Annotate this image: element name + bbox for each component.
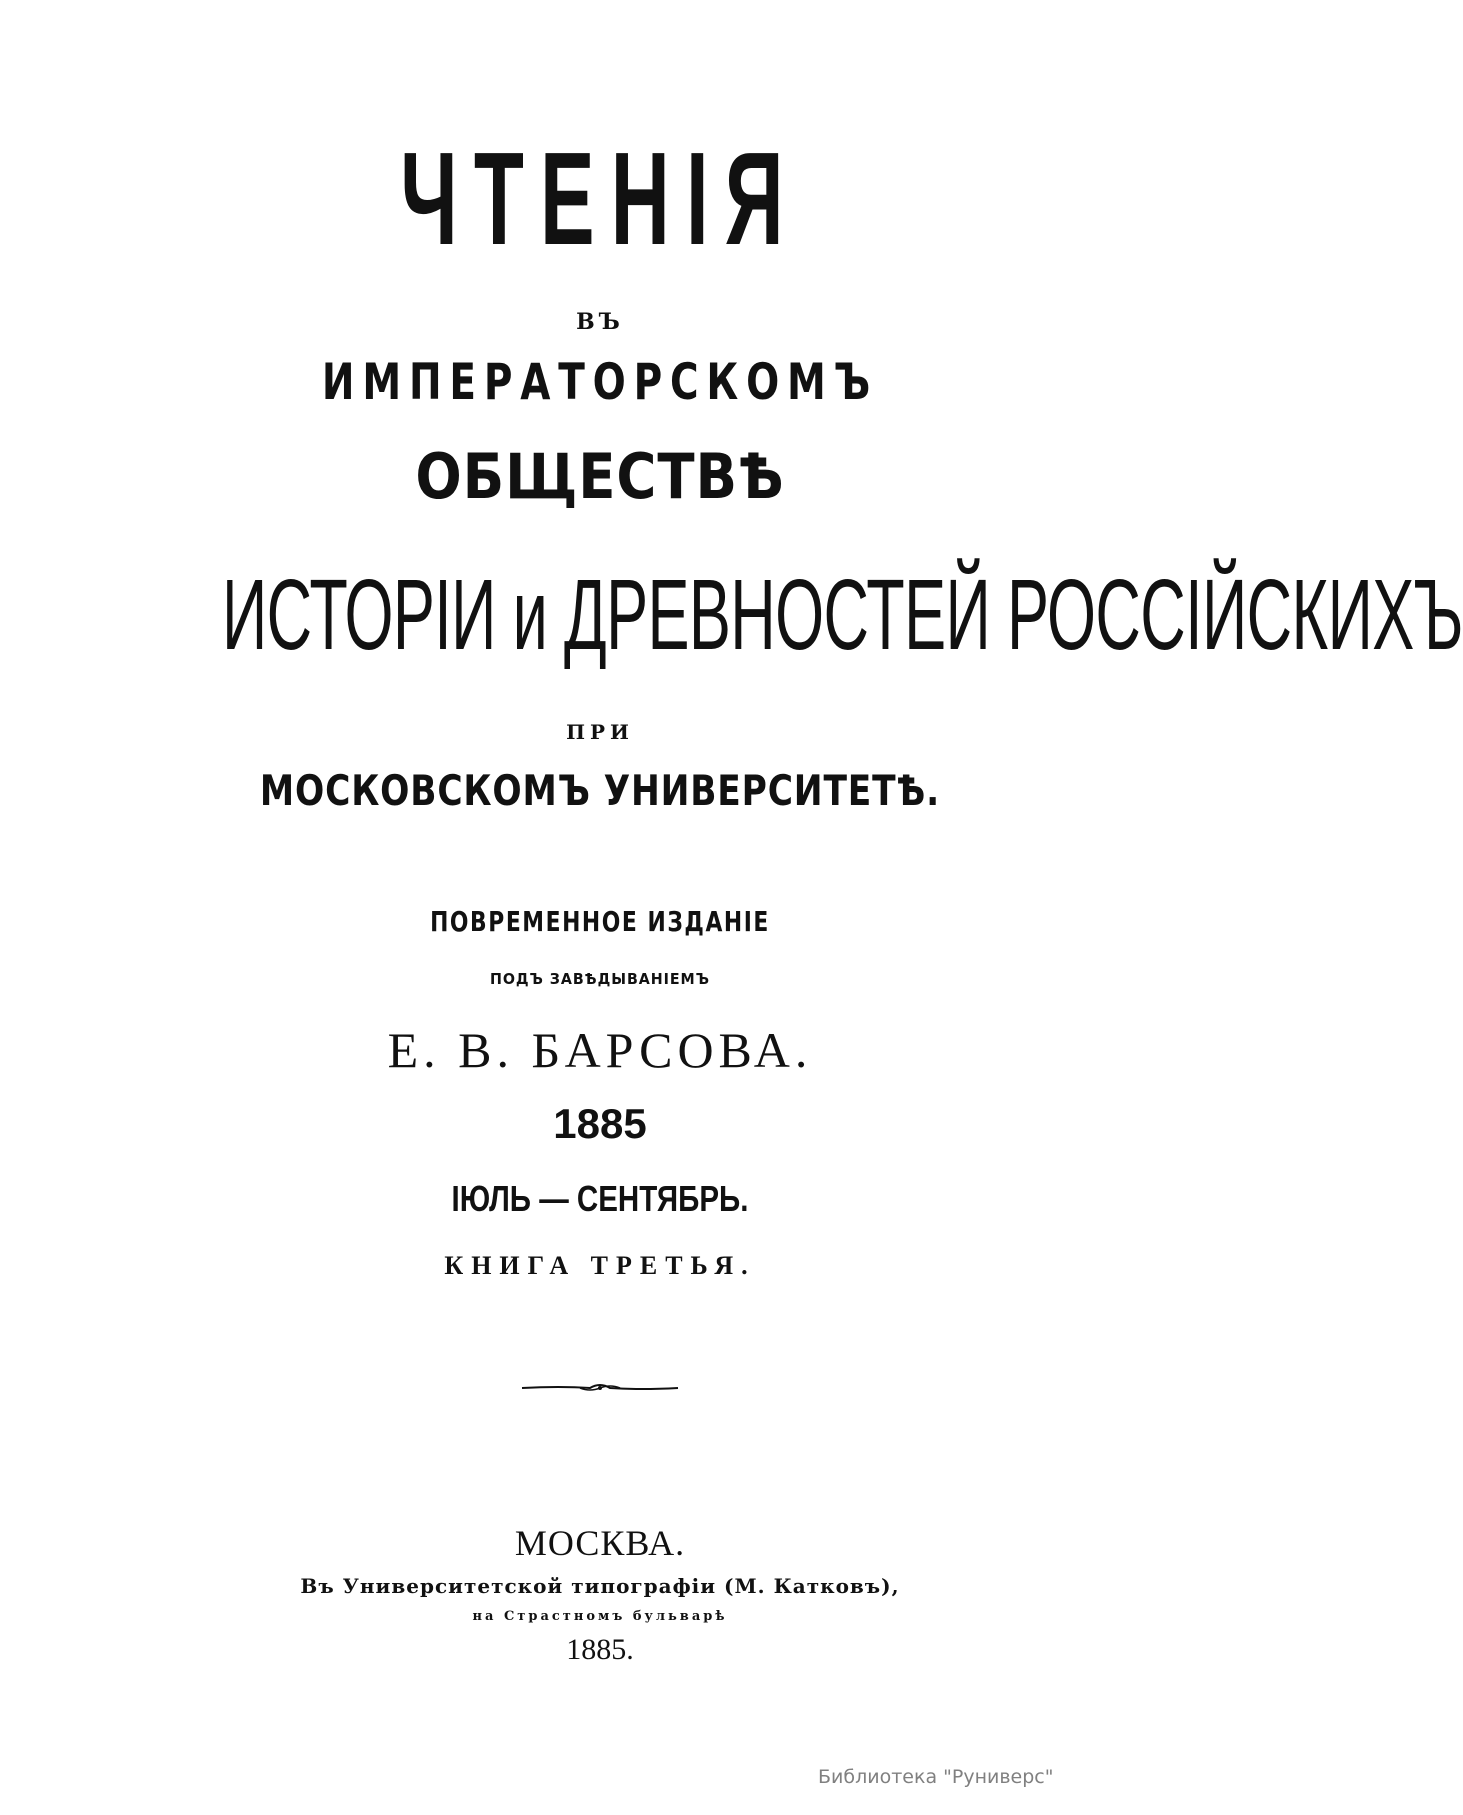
imprint-printer: Въ Университетской типографіи (М. Катковъ), <box>300 1574 900 1598</box>
society-line-imperial: ИМПЕРАТОРСКОМЪ <box>321 353 879 411</box>
edition-line: ПОВРЕМЕННОЕ ИЗДАНІЕ <box>430 905 770 938</box>
society-line-history: ИСТОРІИ и ДРЕВНОСТЕЙ РОССІЙСКИХЪ <box>222 559 1463 671</box>
edition-subline: ПОДЪ ЗАВѢДЫВАНІЕМЪ <box>489 970 711 988</box>
library-watermark: Библиотека "Руниверс" <box>818 1766 1054 1788</box>
editor-name: Е. В. БАРСОВА. <box>387 1022 813 1078</box>
issue-months: ІЮЛЬ — СЕНТЯБРЬ. <box>451 1178 749 1219</box>
imprint-address: на Страстномъ бульварѣ <box>472 1609 728 1624</box>
imprint-city: МОСКВА. <box>514 1523 686 1563</box>
book-number: КНИГА ТРЕТЬЯ. <box>444 1251 756 1280</box>
imprint-year: 1885. <box>566 1633 634 1666</box>
issue-year: 1885 <box>553 1100 647 1147</box>
society-line-university: МОСКОВСКОМЪ УНИВЕРСИТЕТѢ. <box>259 766 941 815</box>
main-title: ЧТЕНІЯ <box>400 125 800 272</box>
ornament-divider <box>520 1378 680 1398</box>
preposition-pri: ПРИ <box>566 720 634 744</box>
preposition-v: ВЪ <box>576 309 624 335</box>
society-line-society: ОБЩЕСТВѢ <box>415 440 785 513</box>
